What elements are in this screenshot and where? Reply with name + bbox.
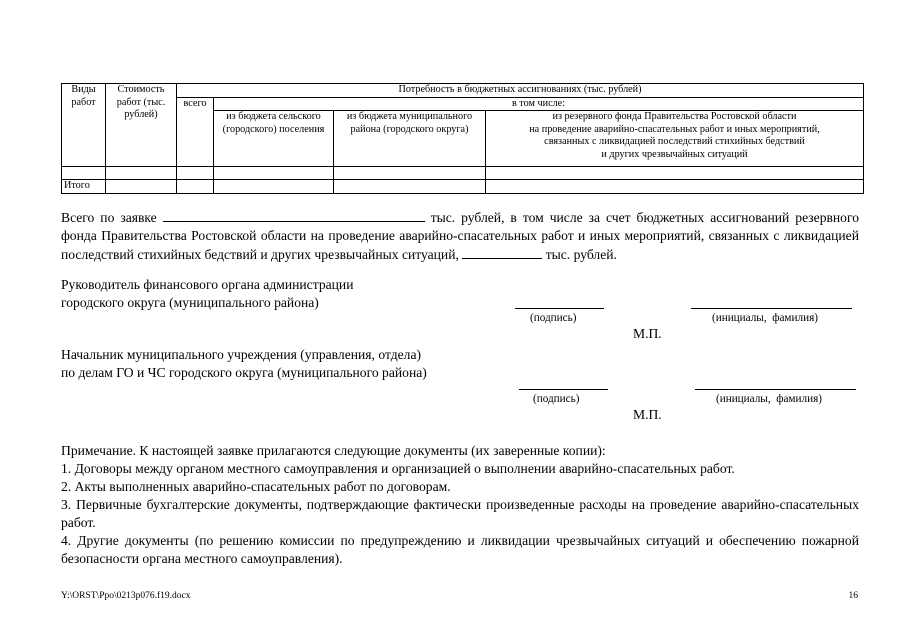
- reserve-line-4: и других чрезвычайных ситуаций: [601, 148, 748, 160]
- signature-2-name-line: [695, 389, 856, 390]
- reserve-line-3: связанных с ликвидацией последствий стихийных бедствий: [544, 136, 805, 147]
- summary-paragraph: [61, 208, 859, 264]
- note-intro: Примечание. К настоящей заявке прилагаются следующие документы (их заверенные копии):: [61, 443, 606, 458]
- summary-reserve-blank: [462, 245, 542, 259]
- signature-2-title-line1: Начальник муниципального учреждения (управления, отдела): [61, 347, 422, 362]
- signature-2-sign-line: [519, 389, 608, 390]
- signature-1-seal: М.П.: [633, 326, 662, 341]
- budget-requirements-table: [61, 83, 864, 194]
- summary-suffix: тыс. рублей.: [545, 247, 617, 262]
- signature-1-sign-caption: (подпись): [530, 312, 577, 324]
- table-row-empty: [62, 167, 864, 180]
- signature-1-name-line: [691, 308, 852, 309]
- signature-1-title: [61, 276, 353, 312]
- footer-page-number: 16: [848, 591, 858, 601]
- header-cost: Стоимость работ (тыс. рублей): [106, 84, 177, 167]
- signature-1-title-line2: городского округа (муниципального района): [61, 295, 319, 310]
- signature-2-name-caption: (инициалы, фамилия): [716, 393, 822, 405]
- row-total-label: Итого: [62, 180, 106, 194]
- footer-file-path: Y:\ORST\Ppo\0213p076.f19.docx: [61, 591, 191, 601]
- note-item-1: 1. Договоры между органом местного самоуправления и организацией о выполнении аварийно-спасательных работ.: [61, 461, 735, 476]
- header-rural-budget: из бюджета сельского (городского) поселения: [214, 111, 334, 167]
- header-need: Потребность в бюджетных ассигнованиях (тыс. рублей): [177, 84, 864, 98]
- signature-1-sign-line: [515, 308, 604, 309]
- summary-middle: тыс. рублей, в том числе за счет бюджетных ассигнований резервного фонда Правительства Ростовской области на проведение аварийно-спасательных работ и иных мероприятий, связанных с ликвидацией последствий стихийных бедствий и других чрезвычайных ситуаций,: [61, 210, 860, 262]
- header-total: всего: [177, 97, 214, 167]
- summary-total-blank: [163, 208, 425, 222]
- table-row-total: [62, 180, 864, 194]
- header-including: в том числе:: [214, 97, 864, 111]
- signature-1-name-caption: (инициалы, фамилия): [712, 312, 818, 324]
- note-block: [61, 442, 859, 568]
- note-item-3: 3. Первичные бухгалтерские документы, подтверждающие фактически произведенные расходы на проведение аварийно-спасательных работ.: [61, 497, 859, 530]
- summary-prefix: Всего по заявке: [61, 210, 157, 225]
- reserve-line-1: из резервного фонда Правительства Ростовской области: [552, 111, 797, 122]
- signature-2-seal: М.П.: [633, 407, 662, 422]
- signature-1-title-line1: Руководитель финансового органа администрации: [61, 277, 354, 292]
- signature-2-title: [61, 346, 427, 382]
- header-work-types: Виды работ: [62, 84, 106, 167]
- header-municipal-budget: из бюджета муниципального района (городского округа): [334, 111, 486, 167]
- note-item-4: 4. Другие документы (по решению комиссии по предупреждению и ликвидации чрезвычайных ситуаций и обеспечению пожарной безопасности органа местного самоуправления).: [61, 533, 859, 566]
- signature-2-sign-caption: (подпись): [533, 393, 580, 405]
- note-item-2: 2. Акты выполненных аварийно-спасательных работ по договорам.: [61, 479, 451, 494]
- reserve-line-2: на проведение аварийно-спасательных работ и иных мероприятий,: [529, 123, 820, 135]
- header-reserve-fund: [486, 111, 864, 167]
- signature-2-title-line2: по делам ГО и ЧС городского округа (муниципального района): [61, 365, 427, 380]
